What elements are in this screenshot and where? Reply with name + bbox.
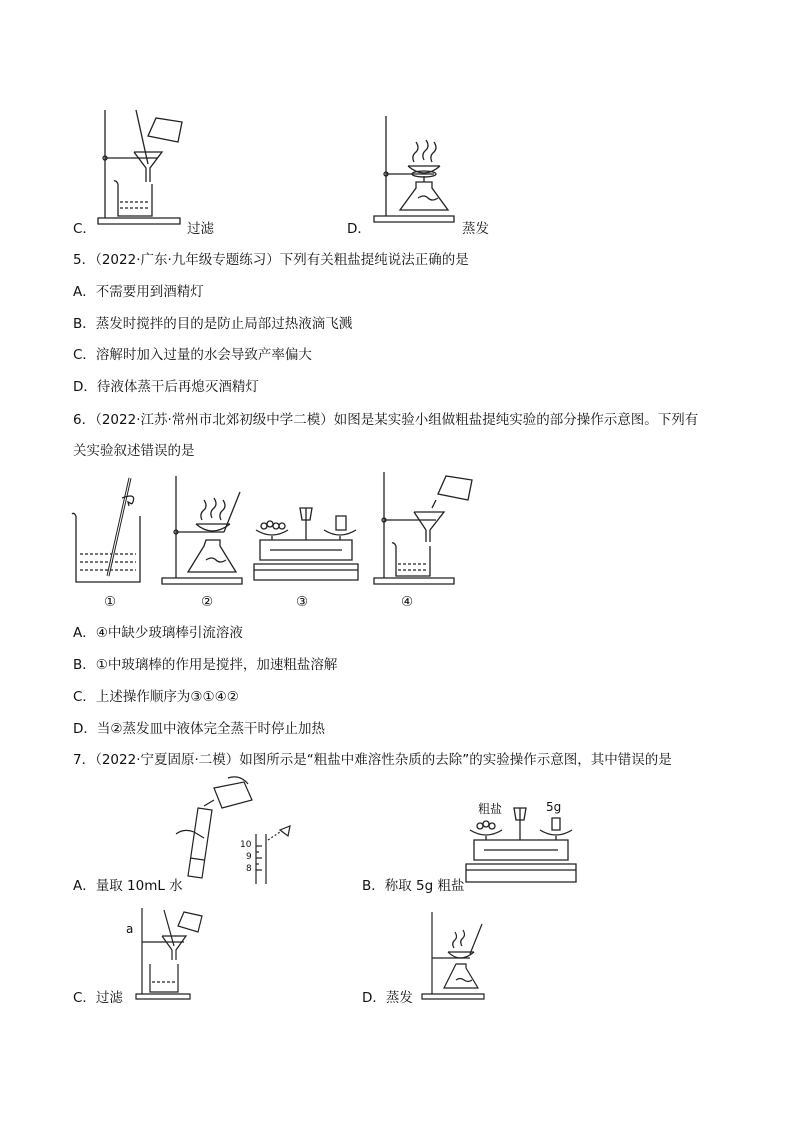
cylinder-scale-9: 9 bbox=[246, 852, 252, 862]
filtration-figure-q6 bbox=[372, 470, 476, 586]
q6-option-a: A．④中缺少玻璃棒引流溶液 bbox=[73, 625, 243, 641]
q4-option-d-letter: D． bbox=[347, 221, 371, 237]
q5-option-a: A．不需要用到酒精灯 bbox=[73, 284, 204, 300]
q6-figure-label-3: ③ bbox=[296, 594, 309, 610]
q5-option-d: D．待液体蒸干后再熄灭酒精灯 bbox=[73, 379, 259, 395]
q5-stem: 5．（2022·广东·九年级专题练习）下列有关粗盐提纯说法正确的是 bbox=[73, 252, 469, 268]
q4-option-d-caption: 蒸发 bbox=[462, 221, 489, 237]
dissolving-figure bbox=[72, 474, 152, 586]
q6-option-b: B．①中玻璃棒的作用是搅拌，加速粗盐溶解 bbox=[73, 657, 338, 673]
q6-option-d: D．当②蒸发皿中液体完全蒸干时停止加热 bbox=[73, 721, 325, 737]
q6-figure-label-1: ① bbox=[104, 594, 117, 610]
measuring-cylinder-figure bbox=[174, 778, 304, 888]
cylinder-scale-8: 8 bbox=[246, 864, 252, 874]
q6-stem-line1: 6．（2022·江苏·常州市北郊初级中学二模）如图是某实验小组做粗盐提纯实验的部分操作示意图。下列有 bbox=[73, 412, 699, 428]
q6-stem-line2: 关实验叙述错误的是 bbox=[73, 443, 195, 459]
balance-label-5g: 5g bbox=[546, 800, 562, 814]
q4-option-c-letter: C． bbox=[73, 221, 96, 237]
q7-option-a: A．量取 10mL 水 bbox=[73, 878, 183, 894]
filtration-figure-q7 bbox=[134, 906, 204, 1002]
balance-figure-q6 bbox=[250, 500, 362, 586]
filtration-figure-q4c bbox=[96, 108, 196, 228]
q6-figure-label-4: ④ bbox=[401, 594, 414, 610]
cylinder-scale-10: 10 bbox=[240, 840, 252, 850]
q7-option-c: C．过滤 bbox=[73, 990, 123, 1006]
q6-option-c: C．上述操作顺序为③①④② bbox=[73, 689, 239, 705]
q4-option-c-caption: 过滤 bbox=[187, 221, 214, 237]
q7-option-b: B．称取 5g 粗盐 bbox=[362, 878, 465, 894]
filtration-mark-a: a bbox=[126, 922, 134, 936]
q5-option-b: B．蒸发时搅拌的目的是防止局部过热液滴飞溅 bbox=[73, 316, 353, 332]
q7-option-d: D．蒸发 bbox=[362, 990, 413, 1006]
q6-figure-label-2: ② bbox=[201, 594, 214, 610]
evaporation-figure-q4d bbox=[372, 112, 462, 224]
balance-label-crude-salt: 粗盐 bbox=[478, 802, 503, 816]
q7-stem: 7．（2022·宁夏固原·二模）如图所示是“粗盐中难溶性杂质的去除”的实验操作示意图，其中错误的是 bbox=[73, 752, 672, 768]
q5-option-c: C．溶解时加入过量的水会导致产率偏大 bbox=[73, 347, 312, 363]
evaporation-figure-q6 bbox=[160, 474, 250, 586]
evaporation-figure-q7 bbox=[420, 910, 490, 1002]
